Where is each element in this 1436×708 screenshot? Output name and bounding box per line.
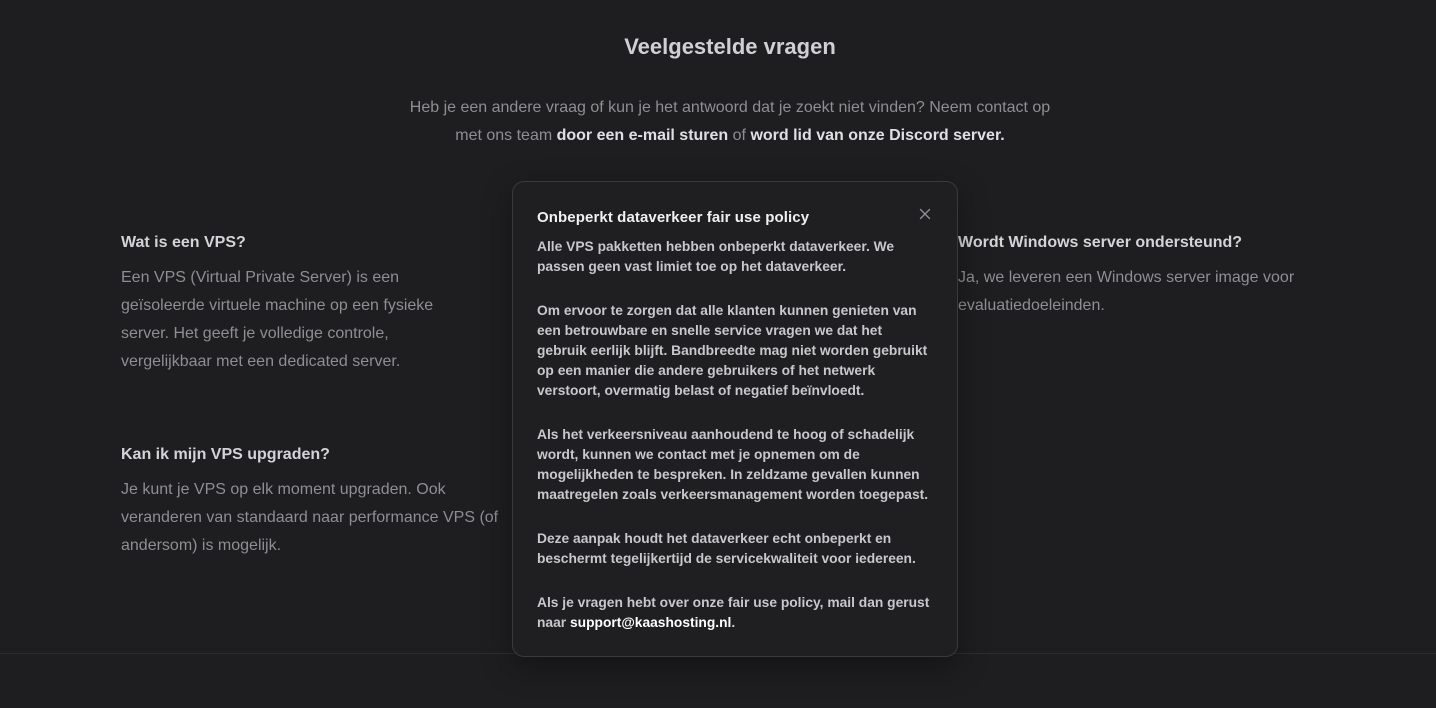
modal-paragraph: Deze aanpak houdt het dataverkeer echt onbeperkt en beschermt tegelijkertijd de servicekwaliteit voor iedereen. (537, 531, 916, 566)
faq-answer: Je kunt je VPS op elk moment upgraden. Ook veranderen van standaard naar performance VPS (of andersom) is mogelijk. (121, 481, 499, 554)
faq-item-what-is-vps (121, 232, 481, 376)
modal-title: Onbeperkt dataverkeer fair use policy (537, 209, 810, 226)
faq-question: Kan ik mijn VPS upgraden? (121, 446, 330, 463)
support-email-link[interactable]: support@kaashosting.nl (569, 615, 732, 630)
faq-intro (398, 94, 1062, 150)
discord-link[interactable]: word lid van onze Discord server. (750, 127, 1005, 144)
modal-paragraph: Om ervoor te zorgen dat alle klanten kunnen genieten van een betrouwbare en snelle service vragen we dat het gebruik eerlijk blijft. Bandbreedte mag niet worden gebruikt op een manier die andere gebruikers of het netwerk verstoort, overmatig belast of negatief beïnvloedt. (537, 303, 928, 398)
faq-item-upgrade-vps (121, 444, 501, 560)
faq-intro-or: of (728, 127, 751, 144)
faq-answer: Een VPS (Virtual Private Server) is een geïsoleerde virtuele machine op een fysieke server. Het geeft je volledige controle, vergelijkbaar met een dedicated server. (121, 269, 434, 370)
modal-paragraph: Alle VPS pakketten hebben onbeperkt dataverkeer. We passen geen vast limiet toe op het dataverkeer. (537, 239, 895, 274)
faq-question: Wordt Windows server ondersteund? (958, 234, 1243, 251)
fair-use-policy-modal (512, 181, 958, 657)
modal-contact-paragraph (537, 593, 933, 633)
faq-answer: Ja, we leveren een Windows server image voor evaluatiedoeleinden. (958, 269, 1295, 314)
modal-body (537, 237, 933, 633)
faq-intro-text: Heb je een andere vraag of kun je het antwoord dat je zoekt niet vinden? Neem contact op met ons team (409, 99, 1051, 144)
faq-question: Wat is een VPS? (121, 234, 246, 251)
faq-title: Veelgestelde vragen (624, 34, 836, 59)
close-icon[interactable] (917, 206, 933, 222)
faq-item-windows-server (958, 232, 1338, 320)
contact-text: Als je vragen hebt over onze fair use policy, mail dan gerust naar (537, 595, 930, 630)
email-link[interactable]: door een e-mail sturen (556, 127, 729, 144)
contact-suffix: . (731, 615, 736, 630)
modal-paragraph: Als het verkeersniveau aanhoudend te hoog of schadelijk wordt, kunnen we contact met je opnemen om de mogelijkheden te bespreken. In zeldzame gevallen kunnen maatregelen zoals verkeersmanagement worden toegepast. (537, 427, 929, 502)
